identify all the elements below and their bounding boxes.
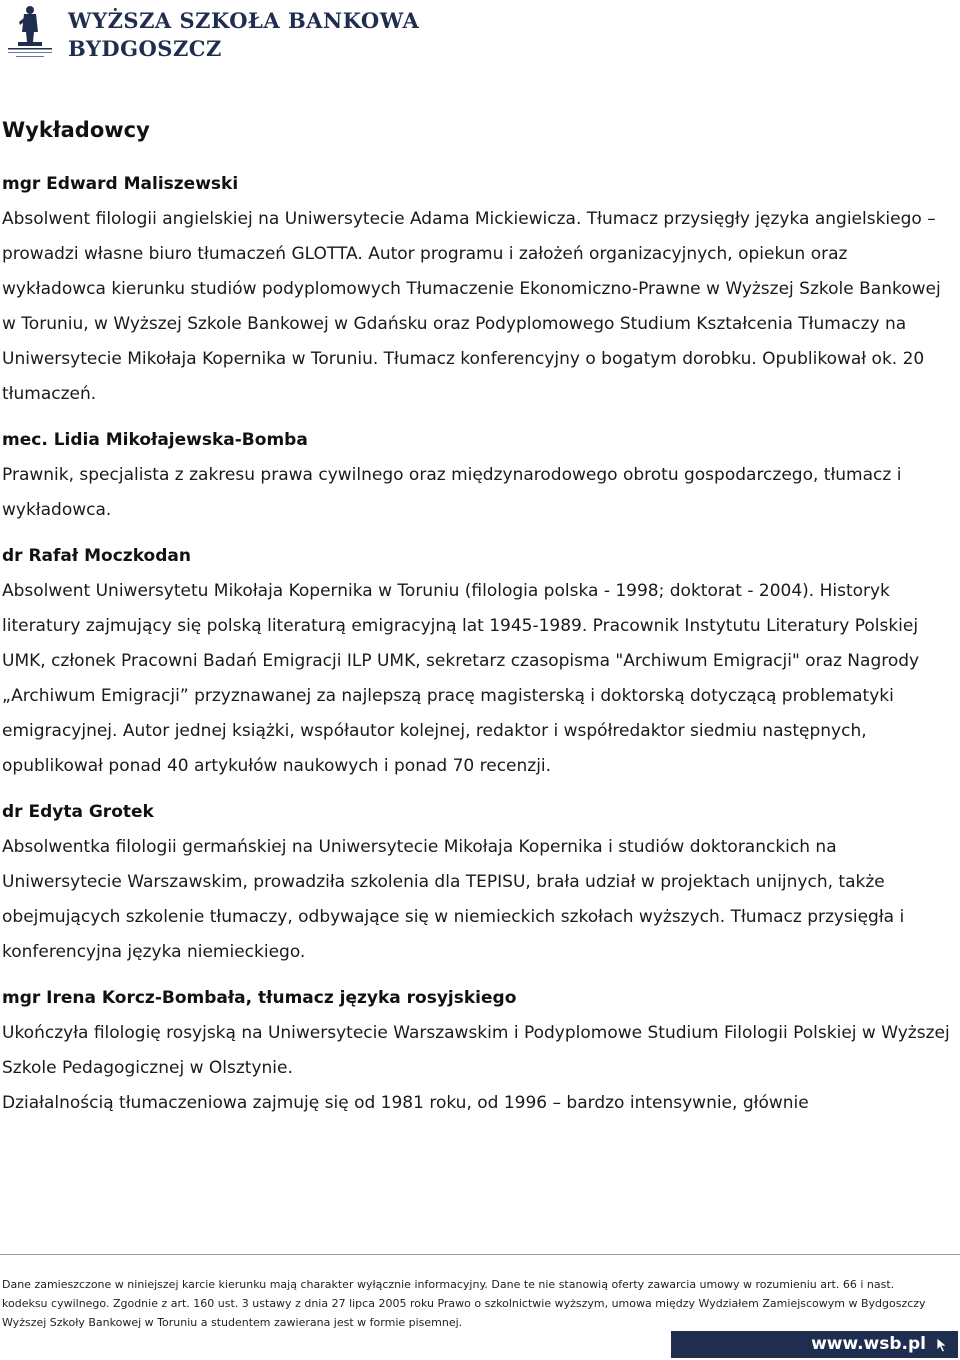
lecturer-name: dr Rafał Moczkodan <box>2 546 191 566</box>
lecturer-bio <box>2 574 952 784</box>
logo-title: WYŻSZA SZKOŁA BANKOWA <box>68 8 420 33</box>
bio-paragraph: Prawnik, specjalista z zakresu prawa cywilnego oraz międzynarodowego obrotu gospodarczego, tłumacz i wykładowca. <box>2 465 902 520</box>
lecturer-name: mec. Lidia Mikołajewska-Bomba <box>2 430 308 450</box>
bio-paragraph: Absolwentka filologii germańskiej na Uniwersytecie Mikołaja Kopernika i studiów doktoranckich na Uniwersytecie Warszawskim, prowadziła szkolenia dla TEPISU, brała udział w projektach unijnych, także obejmujących szkolenie tłumaczy, odbywające się w niemieckich szkołach wyższych. Tłumacz przysięgła i konferencyjna języka niemieckiego. <box>2 837 905 962</box>
logo-emblem-icon <box>4 2 56 60</box>
bio-paragraph: Absolwent Uniwersytetu Mikołaja Kopernika w Toruniu (filologia polska - 1998; doktorat - 2004). Historyk literatury zajmujący się polską literaturą emigracyjną lat 1945-1989. Pracownik Instytutu Literatury Polskiej UMK, członek Pracowni Badań Emigracji ILP UMK, sekretarz czasopisma "Archiwum Emigracji" oraz Nagrody „Archiwum Emigracji” przyznawanej za najlepszą pracę magisterską i doktorską dotyczącą problematyki emigracyjnej. Autor jednej książki, współautor kolejnej, redaktor i współredaktor siedmiu następnych, opublikował ponad 40 artykułów naukowych i ponad 70 recenzji. <box>2 581 920 776</box>
lecturer-entry <box>2 422 952 528</box>
main-content <box>2 112 952 1131</box>
footer-divider <box>0 1254 960 1255</box>
footer-url-text[interactable]: www.wsb.pl <box>811 1334 926 1354</box>
lecturer-entry <box>2 166 952 412</box>
bio-paragraph: Ukończyła filologię rosyjską na Uniwersytecie Warszawskim i Podyplomowe Studium Filologii Polskiej w Wyższej Szkole Pedagogicznej w Olsztynie. <box>2 1023 950 1078</box>
page-header <box>0 0 960 70</box>
footer-disclaimer: Dane zamieszczone w niniejszej karcie kierunku mają charakter wyłącznie informacyjny. Dane te nie stanowią oferty zawarcia umowy w rozumieniu art. 66 i nast. kodeksu cywilnego. Zgodnie z art. 160 ust. 3 ustawy z dnia 27 lipca 2005 roku Prawo o szkolnictwie wyższym, umowa między Wydziałem Zamiejscowym w Bydgoszczy Wyższej Szkoły Bankowej w Toruniu a studentem zawierana jest w formie pisemnej. <box>2 1278 926 1329</box>
lecturer-entry <box>2 794 952 970</box>
page-title: Wykładowcy <box>2 118 150 142</box>
lecturer-bio <box>2 202 952 412</box>
lecturer-name: mgr Irena Korcz-Bombała, tłumacz języka rosyjskiego <box>2 988 517 1008</box>
cursor-arrow-icon <box>936 1337 948 1353</box>
lecturer-name: mgr Edward Maliszewski <box>2 174 239 194</box>
lecturer-name: dr Edyta Grotek <box>2 802 154 822</box>
lecturer-entry <box>2 538 952 784</box>
logo-subtitle: BYDGOSZCZ <box>68 36 222 61</box>
lecturer-bio <box>2 458 952 528</box>
footer-website-link[interactable] <box>671 1331 958 1358</box>
lecturer-bio <box>2 1016 952 1121</box>
bio-paragraph: Działalnością tłumaczeniowa zajmuję się od 1981 roku, od 1996 – bardzo intensywnie, głównie <box>2 1093 809 1113</box>
bio-paragraph: Absolwent filologii angielskiej na Uniwersytecie Adama Mickiewicza. Tłumacz przysięgły języka angielskiego – prowadzi własne biuro tłumaczeń GLOTTA. Autor programu i założeń organizacyjnych, opiekun oraz wykładowca kierunku studiów podyplomowych Tłumaczenie Ekonomiczno-Prawne w Wyższej Szkole Bankowej w Toruniu, w Wyższej Szkole Bankowej w Gdańsku oraz Podyplomowego Studium Kształcenia Tłumaczy na Uniwersytecie Mikołaja Kopernika w Toruniu. Tłumacz konferencyjny o bogatym dorobku. Opublikował ok. 20 tłumaczeń. <box>2 209 941 404</box>
lecturer-bio <box>2 830 952 970</box>
lecturer-entry <box>2 980 952 1121</box>
